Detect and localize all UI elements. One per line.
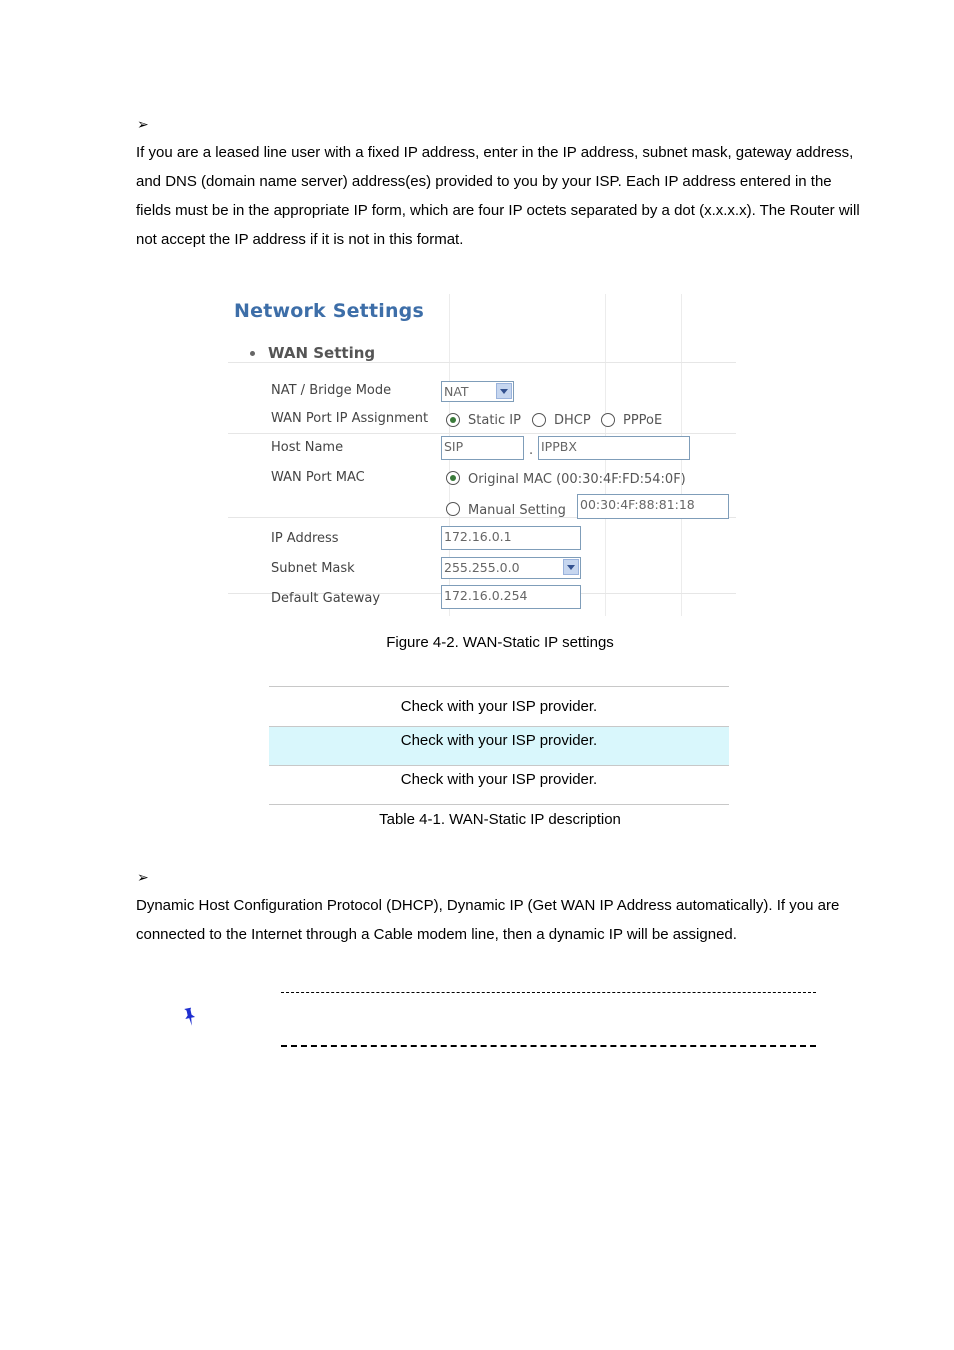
manual-mac-radio[interactable] xyxy=(446,502,460,516)
nat-mode-select[interactable] xyxy=(441,381,514,402)
host-name-input[interactable]: SIP xyxy=(441,436,524,460)
nat-mode-value: NAT xyxy=(444,384,469,399)
chevron-down-icon xyxy=(496,383,512,399)
nat-mode-label: NAT / Bridge Mode xyxy=(271,383,392,398)
ip-address-label: IP Address xyxy=(271,531,339,546)
table-row-highlighted: Check with your ISP provider. xyxy=(269,726,729,765)
subnet-mask-value: 255.255.0.0 xyxy=(444,560,520,575)
host-domain-input[interactable]: IPPBX xyxy=(538,436,690,460)
table-rule xyxy=(269,765,729,766)
note-bottom-rule xyxy=(281,1045,816,1047)
dhcp-radio[interactable] xyxy=(532,413,546,427)
default-gateway-input[interactable]: 172.16.0.254 xyxy=(441,585,581,609)
bullet-dot xyxy=(250,351,255,356)
original-mac-label: Original MAC (00:30:4F:FD:54:0F) xyxy=(468,472,686,487)
table-rule xyxy=(269,726,729,727)
static-ip-option-label: Static IP xyxy=(468,413,521,428)
host-domain-separator: . xyxy=(529,443,534,458)
bullet-arrow-2: ➢ xyxy=(137,869,149,885)
static-ip-paragraph: If you are a leased line user with a fixed IP address, enter in the IP address, subnet mask, gateway address, and DNS (domain name server) address(es) provided to you by your ISP. Each IP address entered in the fields must be in the appropriate IP form, which are four IP octets separated by a dot (x.x.x.x). The Router will not accept the IP address if it is not in this format. xyxy=(136,144,860,248)
pppoe-option-label: PPPoE xyxy=(623,413,663,428)
static-ip-radio[interactable] xyxy=(446,413,460,427)
manual-mac-label: Manual Setting xyxy=(468,503,566,518)
chevron-down-icon xyxy=(563,559,579,575)
pushpin-icon xyxy=(182,1007,200,1029)
wan-mac-label: WAN Port MAC xyxy=(271,470,365,485)
pppoe-radio[interactable] xyxy=(601,413,615,427)
description-table xyxy=(269,687,729,804)
wan-setting-title: WAN Setting xyxy=(268,344,376,362)
ip-assignment-label: WAN Port IP Assignment xyxy=(271,411,429,426)
subnet-mask-label: Subnet Mask xyxy=(271,561,355,576)
network-settings-title: Network Settings xyxy=(234,300,424,322)
original-mac-radio[interactable] xyxy=(446,471,460,485)
default-gateway-label: Default Gateway xyxy=(271,591,381,606)
table-row: Check with your ISP provider. xyxy=(400,771,598,788)
table-caption: Table 4-1. WAN-Static IP description xyxy=(379,811,621,828)
bullet-arrow-1: ➢ xyxy=(137,116,149,132)
network-settings-screenshot xyxy=(228,294,736,616)
dhcp-paragraph: Dynamic Host Configuration Protocol (DHCP), Dynamic IP (Get WAN IP Address automatically). If you are connected to the Internet through a Cable modem line, then a dynamic IP will be assigned. xyxy=(136,897,840,943)
table-row: Check with your ISP provider. xyxy=(400,698,598,715)
table-bottom-rule xyxy=(269,804,729,805)
dhcp-option-label: DHCP xyxy=(554,413,591,428)
note-top-rule xyxy=(281,992,816,993)
host-name-label: Host Name xyxy=(271,440,344,455)
figure-caption: Figure 4-2. WAN-Static IP settings xyxy=(386,634,614,651)
ip-address-input[interactable]: 172.16.0.1 xyxy=(441,526,581,550)
subnet-mask-select[interactable] xyxy=(441,557,581,579)
manual-mac-input[interactable]: 00:30:4F:88:81:18 xyxy=(577,494,729,519)
